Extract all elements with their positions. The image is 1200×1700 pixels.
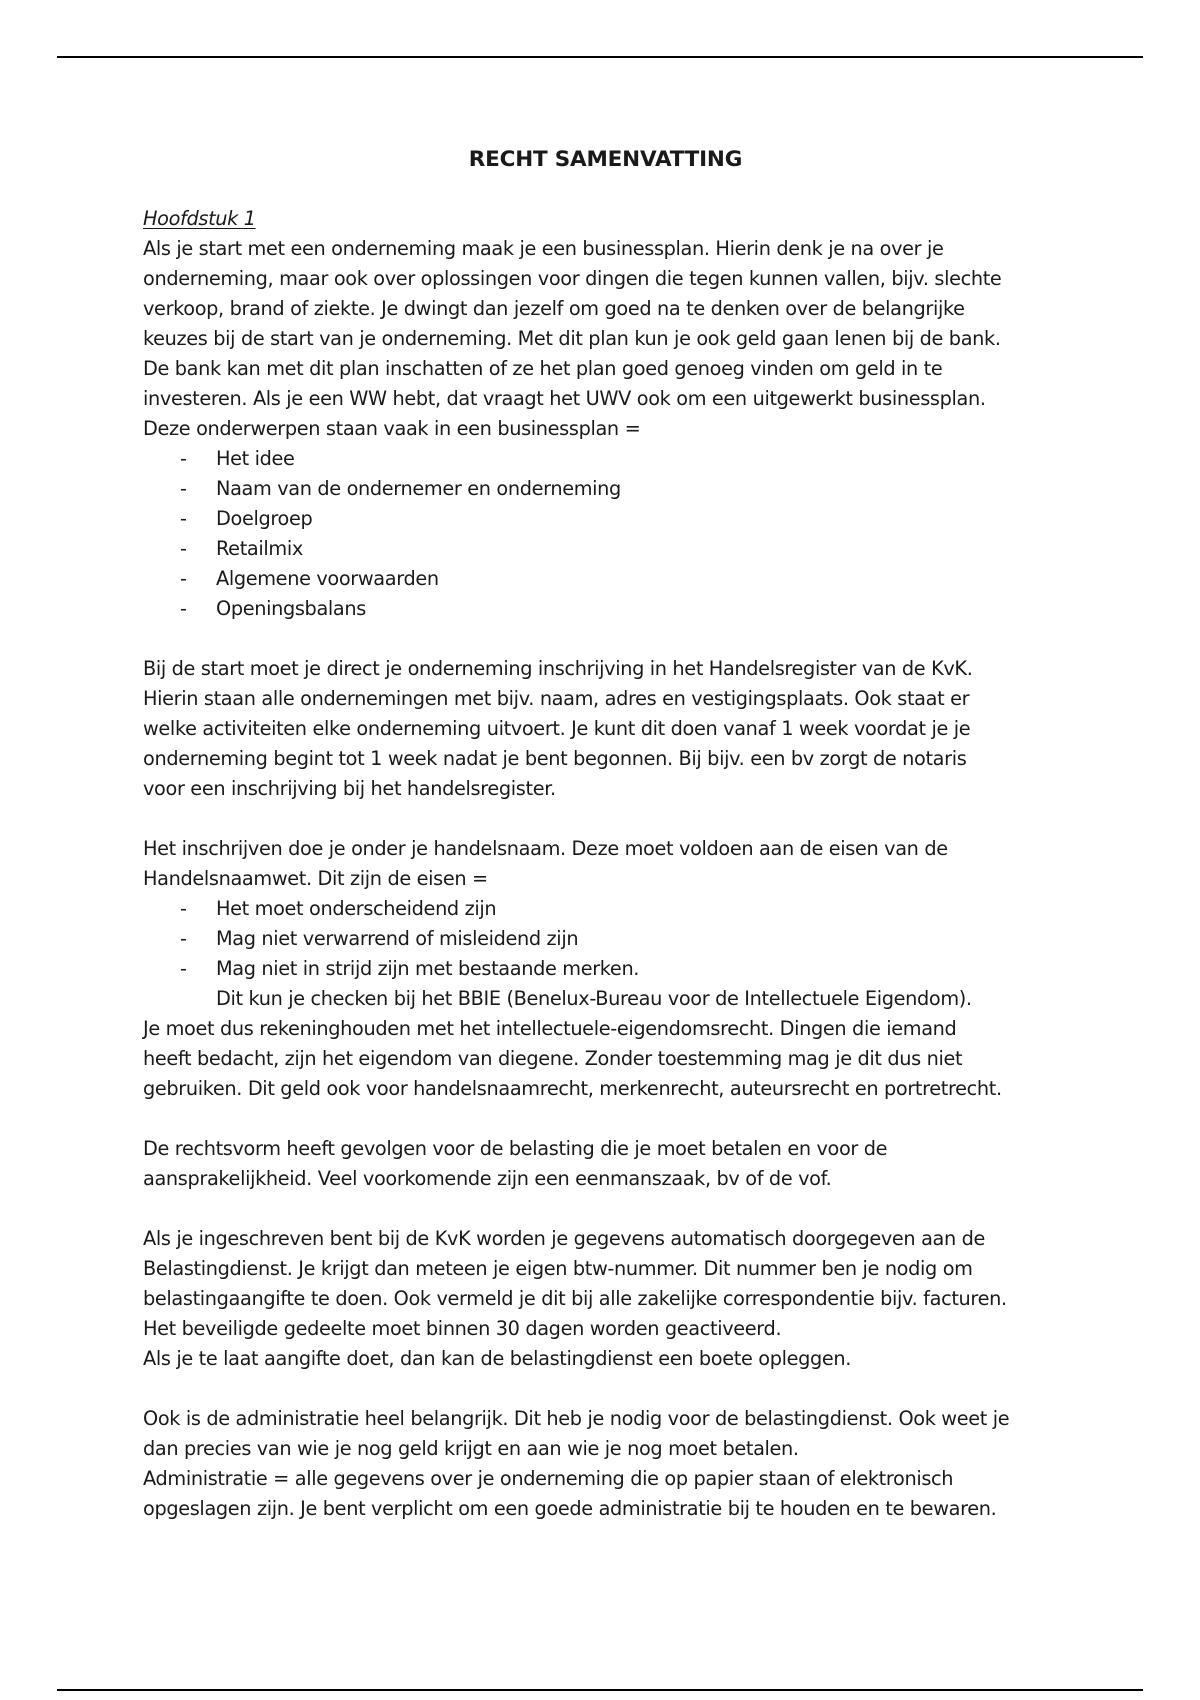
list-item <box>143 924 1068 954</box>
list-item-text: Naam van de ondernemer en onderneming <box>216 477 621 500</box>
text-line: Ook is de administratie heel belangrijk. Dit heb je nodig voor de belastingdienst. Ook weet je <box>143 1407 1010 1430</box>
text-line: Administratie = alle gegevens over je onderneming die op papier staan of elektronisch <box>143 1467 954 1490</box>
text-line: Deze onderwerpen staan vaak in een businessplan = <box>143 417 641 440</box>
text-line: Het inschrijven doe je onder je handelsnaam. Deze moet voldoen aan de eisen van de <box>143 837 948 860</box>
dash-marker: - <box>180 957 187 980</box>
list-item-text: Mag niet verwarrend of misleidend zijn <box>216 927 579 950</box>
document-body <box>143 140 1068 1524</box>
list-item <box>143 564 1068 594</box>
admin-paragraph <box>143 1404 1068 1524</box>
text-line: Hierin staan alle ondernemingen met bijv. naam, adres en vestigingsplaats. Ook staat er <box>143 687 970 710</box>
chapter-heading-text: Hoofdstuk 1 <box>143 207 256 230</box>
dash-marker: - <box>180 507 187 530</box>
paragraph-gap <box>143 1374 1068 1404</box>
header-rule <box>57 56 1143 58</box>
text-line: heeft bedacht, zijn het eigendom van diegene. Zonder toestemming mag je dit dus niet <box>143 1047 963 1070</box>
tax-paragraph <box>143 1224 1068 1374</box>
list-item <box>143 444 1068 474</box>
dash-marker: - <box>180 567 187 590</box>
text-line: verkoop, brand of ziekte. Je dwingt dan jezelf om goed na te denken over de belangrijke <box>143 297 965 320</box>
list-item <box>143 534 1068 564</box>
text-line: Het beveiligde gedeelte moet binnen 30 dagen worden geactiveerd. <box>143 1317 782 1340</box>
tradename-requirements-list <box>143 894 1068 984</box>
text-line: onderneming begint tot 1 week nadat je bent begonnen. Bij bijv. een bv zorgt de notaris <box>143 747 967 770</box>
list-item-text: Doelgroep <box>216 507 313 530</box>
dash-marker: - <box>180 897 187 920</box>
paragraph-gap <box>143 1194 1068 1224</box>
list-item <box>143 504 1068 534</box>
tradename-note: Dit kun je checken bij het BBIE (Benelux-Bureau voor de Intellectuele Eigendom). <box>216 987 972 1010</box>
list-item <box>143 594 1068 624</box>
text-line: gebruiken. Dit geld ook voor handelsnaamrecht, merkenrecht, auteursrecht en portretrecht. <box>143 1077 1002 1100</box>
list-item-text: Het idee <box>216 447 295 470</box>
paragraph-gap <box>143 804 1068 834</box>
text-line: opgeslagen zijn. Je bent verplicht om een goede administratie bij te houden en te bewaren. <box>143 1497 997 1520</box>
text-line: welke activiteiten elke onderneming uitvoert. Je kunt dit doen vanaf 1 week voordat je je <box>143 717 971 740</box>
text-line: keuzes bij de start van je onderneming. Met dit plan kun je ook geld gaan lenen bij de bank. <box>143 327 1001 350</box>
list-item-text: Het moet onderscheidend zijn <box>216 897 497 920</box>
chapter-heading <box>143 204 1068 234</box>
list-item <box>143 474 1068 504</box>
text-line: Handelsnaamwet. Dit zijn de eisen = <box>143 867 488 890</box>
list-item <box>143 954 1068 984</box>
text-line: De rechtsvorm heeft gevolgen voor de belasting die je moet betalen en voor de <box>143 1137 888 1160</box>
text-line: De bank kan met dit plan inschatten of ze het plan goed genoeg vinden om geld in te <box>143 357 943 380</box>
list-item <box>143 894 1068 924</box>
text-line: voor een inschrijving bij het handelsregister. <box>143 777 556 800</box>
text-line: dan precies van wie je nog geld krijgt en aan wie je nog moet betalen. <box>143 1437 799 1460</box>
dash-marker: - <box>180 477 187 500</box>
document-title: RECHT SAMENVATTING <box>468 147 743 172</box>
text-line: onderneming, maar ook over oplossingen voor dingen die tegen kunnen vallen, bijv. slechte <box>143 267 1002 290</box>
list-item-text: Retailmix <box>216 537 303 560</box>
footer-rule <box>57 1689 1143 1691</box>
text-line: Als je te laat aangifte doet, dan kan de belastingdienst een boete opleggen. <box>143 1347 852 1370</box>
text-line: Belastingdienst. Je krijgt dan meteen je eigen btw-nummer. Dit nummer ben je nodig om <box>143 1257 973 1280</box>
legalform-paragraph <box>143 1134 1068 1194</box>
paragraph-gap <box>143 624 1068 654</box>
ip-paragraph <box>143 1014 1068 1104</box>
businessplan-list <box>143 444 1068 624</box>
list-item-text: Mag niet in strijd zijn met bestaande merken. <box>216 957 640 980</box>
text-line: Als je start met een onderneming maak je een businessplan. Hierin denk je na over je <box>143 237 944 260</box>
dash-marker: - <box>180 537 187 560</box>
list-item-text: Algemene voorwaarden <box>216 567 439 590</box>
paragraph-gap <box>143 1104 1068 1134</box>
text-line: aansprakelijkheid. Veel voorkomende zijn een eenmanszaak, bv of de vof. <box>143 1167 832 1190</box>
text-line: investeren. Als je een WW hebt, dat vraagt het UWV ook om een uitgewerkt businessplan. <box>143 387 986 410</box>
text-line: belastingaangifte te doen. Ook vermeld je dit bij alle zakelijke correspondentie bijv. facturen. <box>143 1287 1007 1310</box>
dash-marker: - <box>180 447 187 470</box>
tradename-paragraph <box>143 834 1068 894</box>
dash-marker: - <box>180 927 187 950</box>
dash-marker: - <box>180 597 187 620</box>
text-line: Je moet dus rekeninghouden met het intellectuele-eigendomsrecht. Dingen die iemand <box>143 1017 957 1040</box>
list-item-text: Openingsbalans <box>216 597 366 620</box>
text-line: Als je ingeschreven bent bij de KvK worden je gegevens automatisch doorgegeven aan de <box>143 1227 986 1250</box>
register-paragraph <box>143 654 1068 804</box>
intro-paragraph <box>143 234 1068 444</box>
text-line: Bij de start moet je direct je onderneming inschrijving in het Handelsregister van de KvK. <box>143 657 973 680</box>
